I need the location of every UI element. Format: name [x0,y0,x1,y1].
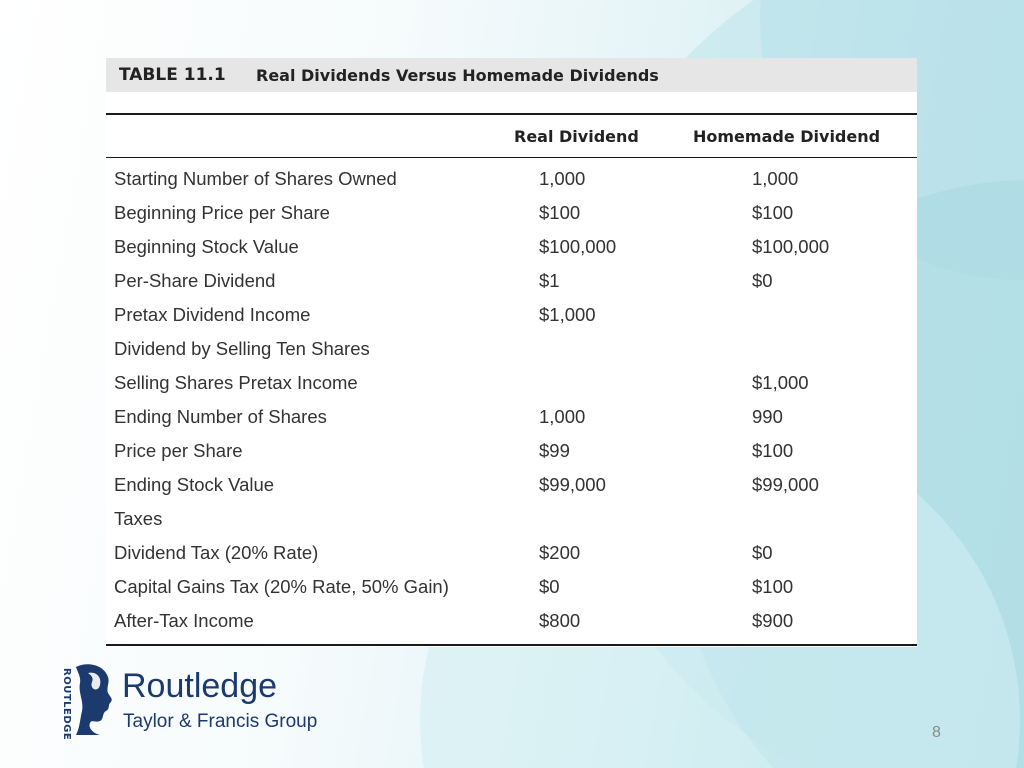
table-top-rule [106,113,917,115]
row-label: Dividend by Selling Ten Shares [114,338,370,359]
real-dividend-value: $100,000 [539,236,617,257]
row-label: Ending Number of Shares [114,406,327,427]
homemade-dividend-value: $100 [752,440,794,461]
logo-wordmark: Routledge [122,667,278,705]
real-dividend-value: 1,000 [539,168,586,189]
profile-head-icon [70,663,120,737]
real-dividend-value: $99,000 [539,474,606,495]
table-bottom-rule [106,644,917,646]
homemade-dividend-value: 1,000 [752,168,799,189]
table-number: TABLE 11.1 [119,65,226,85]
homemade-dividend-value: $99,000 [752,474,819,495]
row-label: Starting Number of Shares Owned [114,168,397,189]
table-row [106,372,917,406]
table-row [106,508,917,542]
real-dividend-value: $99 [539,440,570,461]
table-caption [106,58,917,92]
row-label: Beginning Stock Value [114,236,299,257]
page-number: 8 [932,724,941,741]
dividends-table [106,58,917,647]
column-header-homemade-dividend: Homemade Dividend [693,127,881,146]
table-row [106,202,917,236]
table-row [106,542,917,576]
table-row [106,406,917,440]
homemade-dividend-value: $100 [752,576,794,597]
table-row [106,270,917,304]
real-dividend-value: $1,000 [539,304,596,325]
homemade-dividend-value: 990 [752,406,783,427]
logo-group-name: Taylor & Francis Group [123,711,318,732]
row-label: Taxes [114,508,163,529]
row-label: Dividend Tax (20% Rate) [114,542,319,563]
real-dividend-value: $100 [539,202,581,223]
homemade-dividend-value: $100 [752,202,794,223]
row-label: Beginning Price per Share [114,202,330,223]
table-row [106,236,917,270]
table-row [106,440,917,474]
real-dividend-value: 1,000 [539,406,586,427]
table-row [106,338,917,372]
real-dividend-value: $1 [539,270,560,291]
homemade-dividend-value: $900 [752,610,794,631]
row-label: Capital Gains Tax (20% Rate, 50% Gain) [114,576,449,597]
logo-side-text: ROUTLEDGE [61,668,72,741]
real-dividend-value: $200 [539,542,581,563]
row-label: Selling Shares Pretax Income [114,372,358,393]
table-row [106,576,917,610]
real-dividend-value: $0 [539,576,560,597]
row-label: After-Tax Income [114,610,254,631]
routledge-logo [56,663,326,743]
homemade-dividend-value: $0 [752,270,773,291]
column-header-real-dividend: Real Dividend [514,127,639,146]
table-row [106,474,917,508]
homemade-dividend-value: $0 [752,542,773,563]
row-label: Price per Share [114,440,243,461]
table-row [106,168,917,202]
real-dividend-value: $800 [539,610,581,631]
row-label: Pretax Dividend Income [114,304,311,325]
table-header-rule [106,157,917,158]
row-label: Per-Share Dividend [114,270,276,291]
table-row [106,610,917,644]
homemade-dividend-value: $100,000 [752,236,830,257]
table-row [106,304,917,338]
row-label: Ending Stock Value [114,474,275,495]
table-title: Real Dividends Versus Homemade Dividends [256,66,659,85]
homemade-dividend-value: $1,000 [752,372,809,393]
